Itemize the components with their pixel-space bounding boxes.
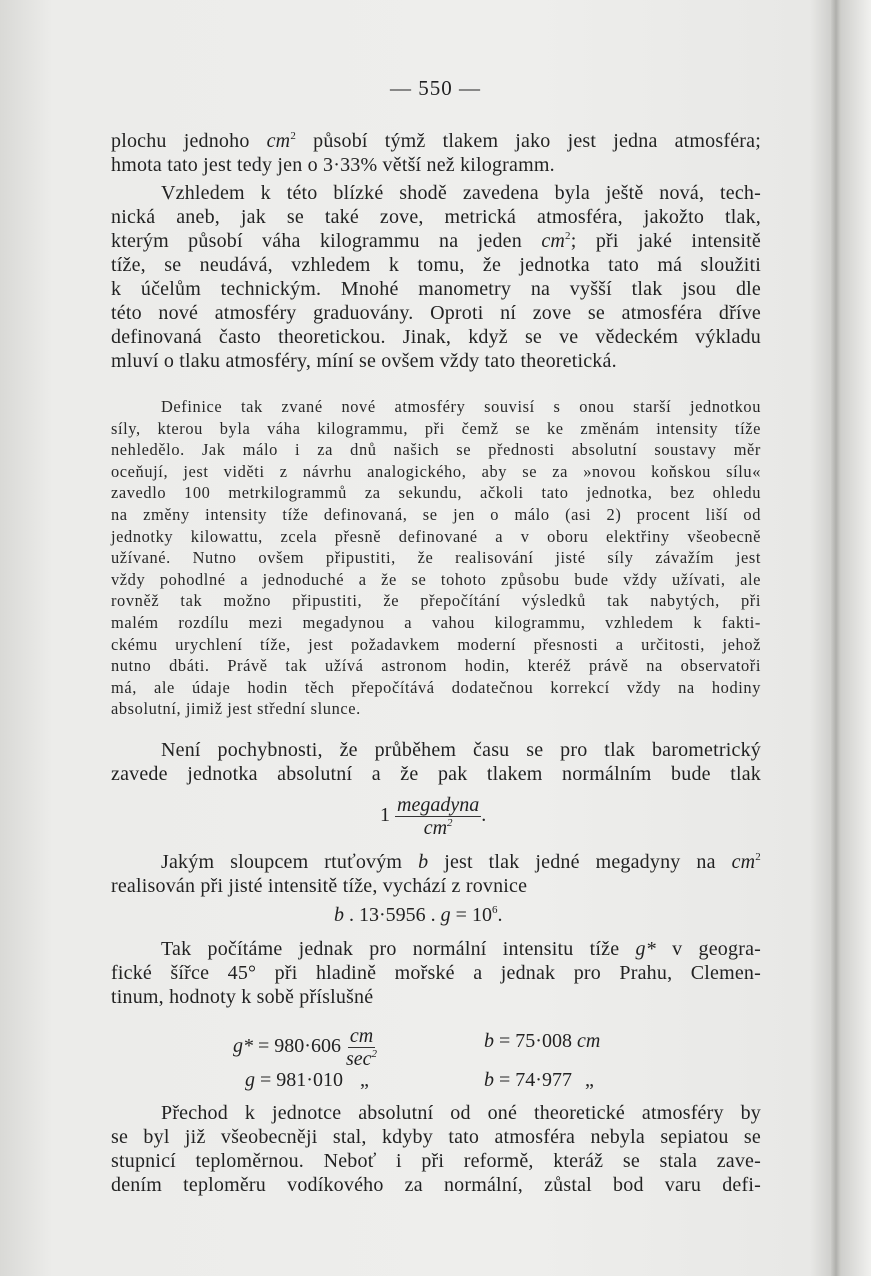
paragraph-2 (111, 181, 761, 373)
fraction (346, 1025, 377, 1070)
formula-coefficient: 1 (380, 804, 390, 827)
text-line: dením teploměru vodíkového za normální, zůstal bod varu defi- (111, 1174, 761, 1196)
note-line: na změny intensity tíže definovaná, se jen o málo (asi 2) procent liší od (111, 504, 761, 524)
text-line: fické šířce 45° při hladině mořské a jednak pro Prahu, Clemen- (111, 962, 761, 984)
text-line: realisován při jisté intensitě tíže, vychází z rovnice (111, 875, 528, 897)
fraction-denominator: $cm^2$ (423, 817, 453, 839)
paragraph-1 (111, 129, 761, 177)
text-line: nická aneb, jak se také zove, metrická atmosféra, jakožto tlak, (111, 206, 761, 228)
text-line: zavede jednotka absolutní a že pak tlakem normálním bude tlak (111, 763, 761, 785)
text-line: hmota tato jest tedy jen o 3·33% větší než kilogramm. (111, 154, 555, 176)
note-line: užívané. Nutno ovšem připustiti, že realisování jisté síly závažím jest (111, 548, 761, 568)
note-line: oceňují, jest viděti z návrhu analogického, aby se za »novou koňskou sílu« (111, 461, 761, 481)
value-row-normal: g* = 980·606 $\frac{cm}{\sec^2}$ (233, 1025, 377, 1070)
note-line: malém rozdílu mezi megadynou a vahou kilogrammu, vzhledem k fakti- (111, 612, 761, 632)
text-line: definovaná často theoretickou. Jinak, když se ve vědeckém výkladu (111, 326, 761, 348)
note-line: vždy pohodlné a jednoduché a že se tohoto způsobu bude vždy užívati, ale (111, 569, 761, 589)
text-line: plochu jednoho $cm^2$ působí týmž tlakem jako jest jedna atmosféra; (111, 130, 761, 152)
paragraph-4 (111, 850, 761, 898)
note-line: absolutní, jimiž jest střední slunce. (111, 699, 361, 719)
text-line: stupnicí teploměrnou. Neboť i při reformě, kteráž se stala zave- (111, 1150, 761, 1172)
text-line: kterým působí váha kilogrammu na jeden $cm^2$; při jaké intensitě (111, 230, 761, 252)
formula-period: . (481, 804, 487, 827)
page-number: — 550 — (390, 76, 481, 100)
note-line: jednotky kilowattu, zcela přesně definované a v oboru elektřiny všeobecně (111, 526, 761, 546)
fraction-denominator: $\sec^2$ (345, 1048, 377, 1070)
value-row-normal-b: b = 75·008 cm (484, 1030, 601, 1052)
note-line: Definice tak zvané nové atmosféry souvisí s onou starší jednotkou (161, 397, 761, 416)
fraction (395, 794, 481, 839)
value-row-prague: g = 981·010 „ (245, 1069, 369, 1091)
note-line: zavedlo 100 metrkilogrammů za sekundu, ačkoli tato jednotka, bez ohledu (111, 483, 761, 503)
note-line: síly, kterou byla váha kilogrammu, při čemž se ke změnám intensity tíže (111, 418, 761, 438)
formula-rovnice: b . 13·5956 . $g = 10^6$. (334, 904, 503, 926)
text-line: tinum, hodnoty k sobě příslušné (111, 986, 374, 1008)
text-line: Vzhledem k této blízké shodě zavedena byla ještě nová, tech- (161, 182, 761, 204)
text-line: této nové atmosféry graduovány. Oproti ní zove se atmosféra dříve (111, 302, 761, 324)
note-line: rovněž tak možno připustiti, že přepočítání výsledků tak nabytých, při (111, 591, 761, 611)
footnote-block (111, 396, 761, 720)
note-line: ckému urychlení tíže, jest požadavkem moderní přesnosti a určitosti, jehož (111, 634, 761, 654)
text-line: Jakým sloupcem rtuťovým b jest tlak jedné megadyny na $cm^2$ (161, 851, 761, 873)
text-line: Není pochybnosti, že průběhem času se pro tlak barometrický (161, 739, 761, 761)
fraction-numerator: cm (349, 1025, 374, 1047)
paragraph-5 (111, 937, 761, 1009)
value-row-prague-b: b = 74·977 „ (484, 1069, 594, 1091)
note-line: nutno dbáti. Právě tak užívá astronom hodin, kteréž právě na observatoři (111, 656, 761, 676)
text-line: se byl již všeobecněji stal, kdyby tato atmosféra nebyla sepiatou se (111, 1126, 761, 1148)
note-line: nehledělo. Jak málo i za dnů našich se přednosti absolutní soustavy měr (111, 440, 761, 460)
paragraph-6 (111, 1101, 761, 1197)
fraction-numerator: megadyna (397, 794, 480, 816)
note-line: má, ale údaje hodin těch přepočítává dodatečnou korrekcí vždy na hodiny (111, 677, 761, 697)
formula-megadyna (380, 794, 486, 839)
page-binding-shadow (831, 0, 841, 1276)
text-line: k účelům technickým. Mnohé manometry na vyšší tlak jsou dle (111, 278, 761, 300)
text-line: Přechod k jednotce absolutní od oné theoretické atmosféry by (161, 1102, 761, 1124)
paragraph-3 (111, 738, 761, 786)
text-line: mluví o tlaku atmosféry, míní se ovšem vždy tato theoretická. (111, 350, 617, 372)
text-line: tíže, se neudává, vzhledem k tomu, že jednotka tato má sloužiti (111, 254, 761, 276)
text-line: Tak počítáme jednak pro normální intensitu tíže g* v geogra- (161, 938, 762, 960)
